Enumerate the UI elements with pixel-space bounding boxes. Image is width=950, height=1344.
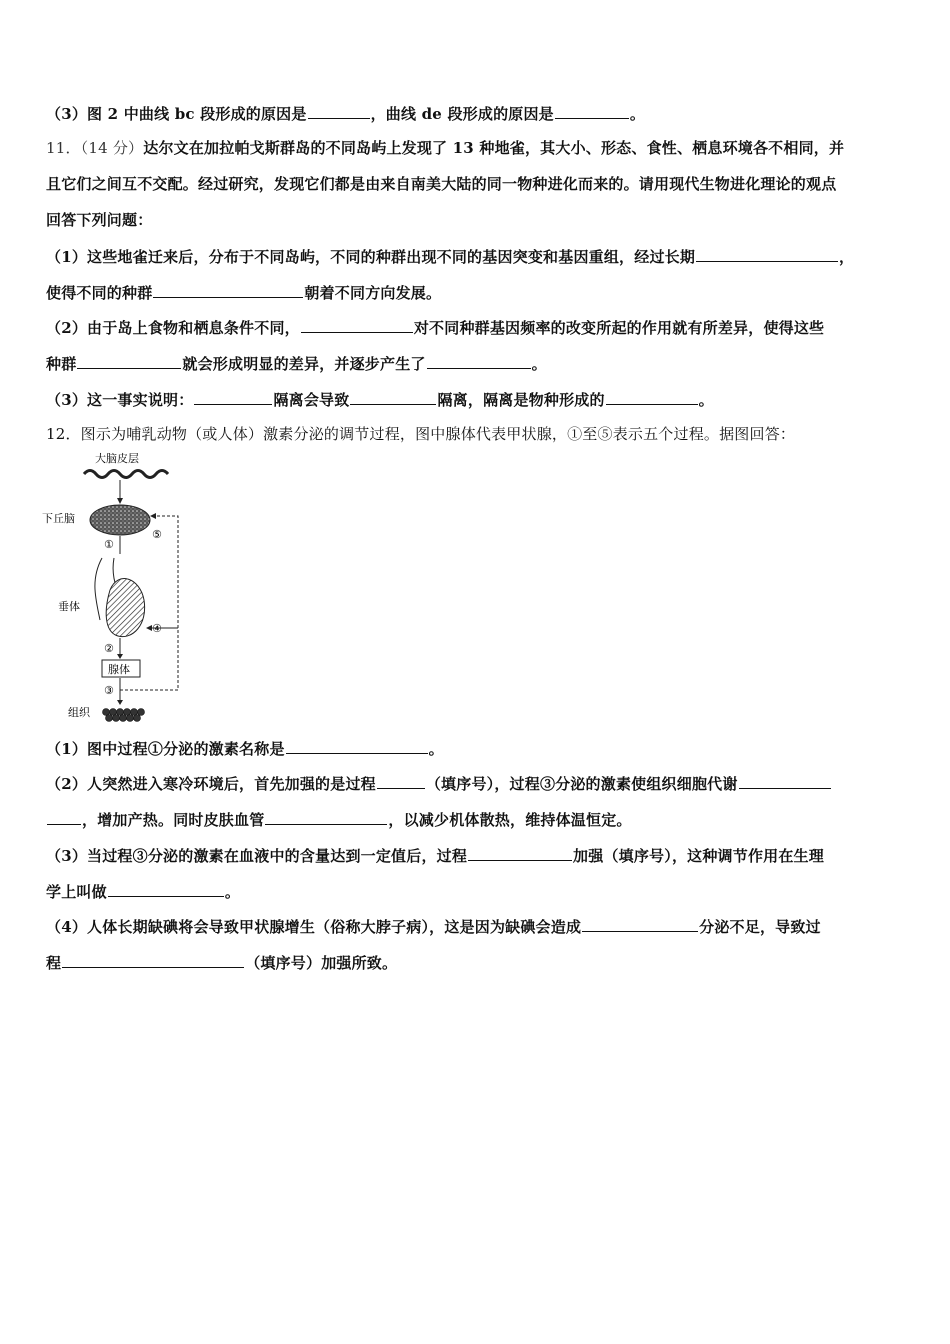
text: 对不同种群基因频率的改变所起的作用就有所差异，使得这些 [413, 319, 825, 337]
text: （3）图 2 中曲线 bc 段形成的原因是 [46, 105, 307, 123]
process-1-label: ① [104, 538, 114, 551]
gland-label: 腺体 [108, 663, 130, 676]
text: （3）这一事实说明： [46, 391, 194, 409]
text: 12．图示为哺乳动物（或人体）激素分泌的调节过程，图中腺体代表甲状腺，①至⑤表示五个过程。据图回答： [46, 425, 796, 443]
tissue-label: 组织 [68, 706, 90, 719]
question-number: 11．（14 分） [46, 139, 144, 157]
text: （4）人体长期缺碘将会导致甲状腺增生（俗称大脖子病），这是因为缺碘会造成 [46, 918, 582, 936]
answer-blank[interactable] [47, 809, 81, 825]
pituitary-label: 垂体 [58, 600, 80, 613]
text: 加强（填序号），这种调节作用在生理 [573, 847, 824, 865]
text: （2）由于岛上食物和栖息条件不同， [46, 319, 300, 337]
answer-blank[interactable] [696, 246, 838, 262]
answer-blank[interactable] [427, 353, 531, 369]
text: 达尔文在加拉帕戈斯群岛的不同岛屿上发现了 13 种地雀，其大小、形态、食性、栖息环境各不相同，并 [143, 139, 845, 157]
text: 隔离，隔离是物种形成的 [437, 391, 605, 409]
answer-blank[interactable] [555, 103, 629, 119]
text: （填序号）加强所致。 [245, 954, 398, 972]
cortex-label: 大脑皮层 [95, 452, 139, 465]
text: ，曲线 de 段形成的原因是 [370, 105, 554, 123]
question-12-part-2-line2 [46, 809, 632, 830]
text: 隔离会导致 [273, 391, 350, 409]
text: 就会形成明显的差异，并逐步产生了 [182, 355, 426, 373]
answer-blank[interactable] [265, 809, 387, 825]
text: 。 [698, 391, 714, 409]
answer-blank[interactable] [739, 773, 831, 789]
pituitary-shape [106, 579, 144, 637]
answer-blank[interactable] [194, 389, 272, 405]
hormone-regulation-diagram [40, 450, 200, 725]
answer-blank[interactable] [77, 353, 181, 369]
hypothalamus-label: 下丘脑 [42, 512, 75, 525]
text: 朝着不同方向发展。 [304, 284, 442, 302]
question-12-stem [46, 424, 795, 444]
answer-blank[interactable] [308, 103, 370, 119]
text: 回答下列问题： [46, 211, 153, 229]
text: （1）这些地雀迁来后，分布于不同岛屿，不同的种群出现不同的基因突变和基因重组，经过长期 [46, 248, 696, 266]
question-12-part-3-line2 [46, 881, 240, 902]
text: 使得不同的种群 [46, 284, 153, 302]
answer-blank[interactable] [350, 389, 436, 405]
text: 程 [46, 954, 62, 972]
tissue-cells [103, 709, 145, 722]
text: 分泌不足，导致过 [699, 918, 821, 936]
process-2-label: ② [104, 642, 114, 655]
text: ，增加产热。同时皮肤血管 [82, 811, 265, 829]
cortex-wave [84, 471, 168, 478]
text: 。 [629, 105, 646, 123]
hypothalamus-shape [90, 505, 150, 535]
arrowhead [117, 498, 123, 504]
question-11-stem-line3 [46, 210, 152, 230]
text: ，以减少机体散热，维持体温恒定。 [388, 811, 632, 829]
question-12-part-1 [46, 738, 444, 759]
arrowhead [117, 654, 123, 659]
question-12-part-4 [46, 916, 821, 937]
question-12-part-2 [46, 773, 832, 794]
arrowhead [117, 700, 123, 705]
question-10-part-3 [46, 103, 645, 124]
text: 。 [224, 883, 241, 901]
answer-blank[interactable] [606, 389, 698, 405]
text: 种群 [46, 355, 77, 373]
answer-blank[interactable] [468, 845, 572, 861]
answer-blank[interactable] [286, 738, 428, 754]
answer-blank[interactable] [582, 916, 698, 932]
text: ， [839, 248, 855, 266]
text: 。 [428, 740, 444, 758]
answer-blank[interactable] [62, 952, 244, 968]
text: （填序号），过程③分泌的激素使组织细胞代谢 [425, 775, 738, 793]
question-11-part-1-line2 [46, 282, 441, 303]
text: 学上叫做 [46, 883, 107, 901]
question-11-stem [46, 138, 844, 158]
text: （2）人突然进入寒冷环境后，首先加强的是过程 [46, 775, 376, 793]
question-11-part-2 [46, 317, 824, 338]
process-4-label: ④ [152, 622, 162, 635]
text: （3）当过程③分泌的激素在血液中的含量达到一定值后，过程 [46, 847, 468, 865]
question-12-part-4-line2 [46, 952, 397, 973]
question-11-part-3 [46, 389, 714, 410]
text: （1）图中过程①分泌的激素名称是 [46, 740, 285, 758]
question-12-part-3 [46, 845, 824, 866]
arrowhead [146, 625, 152, 631]
process-3-label: ③ [104, 684, 114, 697]
answer-blank[interactable] [301, 317, 413, 333]
question-11-stem-line2 [46, 174, 836, 194]
text: 且它们之间互不交配。经过研究，发现它们都是由来自南美大陆的同一物种进化而来的。请用现代生物进化理论的观点 [46, 175, 837, 193]
answer-blank[interactable] [108, 881, 224, 897]
question-11-part-1 [46, 246, 854, 267]
process-5-label: ⑤ [152, 528, 162, 541]
answer-blank[interactable] [377, 773, 425, 789]
text: 。 [531, 355, 547, 373]
question-11-part-2-line2 [46, 353, 547, 374]
arrowhead [150, 513, 156, 519]
answer-blank[interactable] [153, 282, 303, 298]
